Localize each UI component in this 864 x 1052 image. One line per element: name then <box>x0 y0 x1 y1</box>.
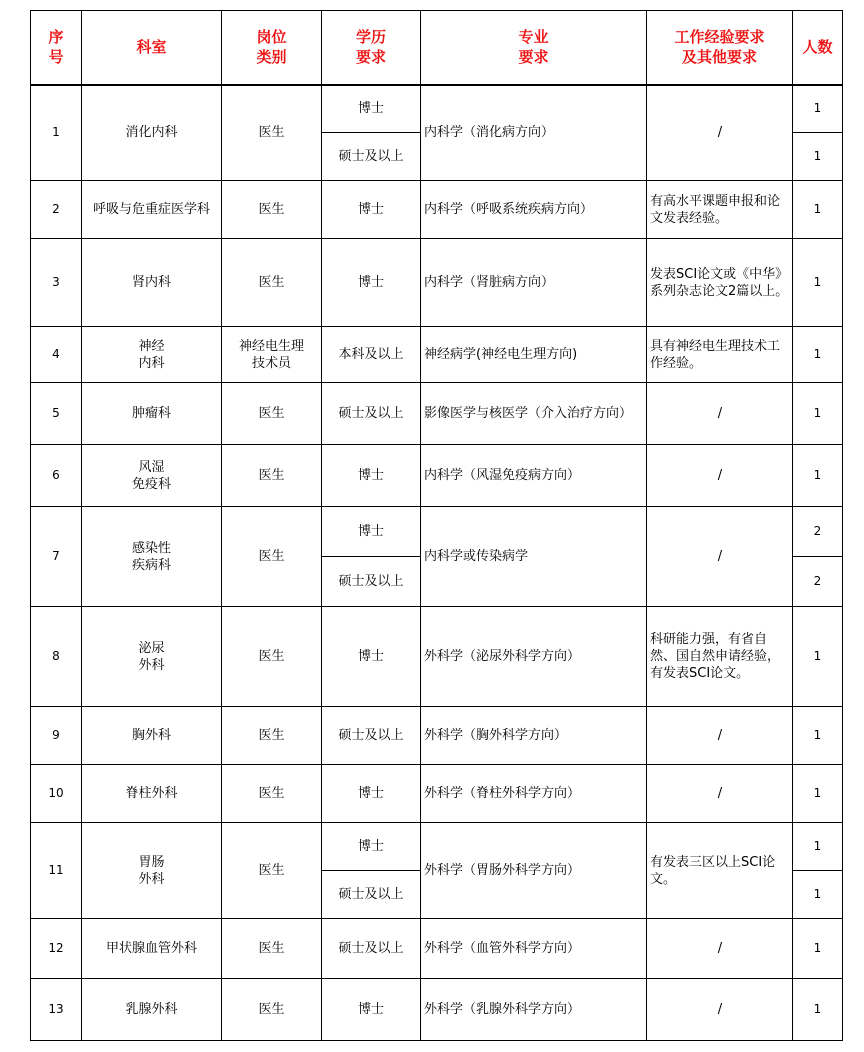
table-row <box>31 383 843 445</box>
cell-major: 内科学（呼吸系统疾病方向） <box>421 181 647 239</box>
cell-major: 外科学（脊柱外科学方向） <box>421 765 647 823</box>
table-row <box>31 445 843 507</box>
cell-exp: / <box>647 979 793 1041</box>
cell-exp: 发表SCI论文或《中华》系列杂志论文2篇以上。 <box>647 239 793 327</box>
cell-type: 医生 <box>222 607 322 707</box>
table-row <box>31 327 843 383</box>
cell-major: 外科学（胃肠外科学方向） <box>421 823 647 919</box>
cell-no: 2 <box>31 181 82 239</box>
cell-no: 5 <box>31 383 82 445</box>
cell-dept: 呼吸与危重症医学科 <box>82 181 222 239</box>
cell-type: 医生 <box>222 181 322 239</box>
cell-no: 12 <box>31 919 82 979</box>
cell-major: 神经病学(神经电生理方向) <box>421 327 647 383</box>
cell-dept: 胃肠 外科 <box>82 823 222 919</box>
cell-exp: / <box>647 383 793 445</box>
table-row <box>31 507 843 557</box>
cell-type: 医生 <box>222 85 322 181</box>
cell-edu: 博士 <box>322 979 421 1041</box>
cell-dept: 肾内科 <box>82 239 222 327</box>
cell-count: 1 <box>793 85 843 133</box>
header-dept: 科室 <box>82 11 222 85</box>
header-no: 序 号 <box>31 11 82 85</box>
cell-count: 1 <box>793 445 843 507</box>
table-row <box>31 181 843 239</box>
cell-dept: 风湿 免疫科 <box>82 445 222 507</box>
cell-dept: 神经 内科 <box>82 327 222 383</box>
cell-count: 1 <box>793 823 843 871</box>
cell-no: 11 <box>31 823 82 919</box>
cell-type: 医生 <box>222 765 322 823</box>
cell-dept: 脊柱外科 <box>82 765 222 823</box>
cell-count: 1 <box>793 871 843 919</box>
cell-dept: 肿瘤科 <box>82 383 222 445</box>
table-row <box>31 85 843 133</box>
cell-edu: 硕士及以上 <box>322 383 421 445</box>
cell-edu: 博士 <box>322 445 421 507</box>
table-row <box>31 979 843 1041</box>
cell-type: 神经电生理 技术员 <box>222 327 322 383</box>
cell-count: 1 <box>793 133 843 181</box>
cell-type: 医生 <box>222 823 322 919</box>
cell-type: 医生 <box>222 445 322 507</box>
cell-exp: 有高水平课题申报和论文发表经验。 <box>647 181 793 239</box>
cell-major: 外科学（乳腺外科学方向） <box>421 979 647 1041</box>
table-row <box>31 823 843 871</box>
cell-exp: / <box>647 445 793 507</box>
cell-count: 1 <box>793 765 843 823</box>
cell-exp: / <box>647 707 793 765</box>
cell-major: 影像医学与核医学（介入治疗方向） <box>421 383 647 445</box>
cell-major: 外科学（泌尿外科学方向） <box>421 607 647 707</box>
header-exp: 工作经验要求 及其他要求 <box>647 11 793 85</box>
header-major: 专业 要求 <box>421 11 647 85</box>
cell-type: 医生 <box>222 707 322 765</box>
cell-no: 8 <box>31 607 82 707</box>
cell-edu: 博士 <box>322 765 421 823</box>
cell-dept: 胸外科 <box>82 707 222 765</box>
cell-edu: 硕士及以上 <box>322 871 421 919</box>
header-count: 人数 <box>793 11 843 85</box>
cell-major: 外科学（胸外科学方向） <box>421 707 647 765</box>
cell-edu: 博士 <box>322 85 421 133</box>
cell-no: 9 <box>31 707 82 765</box>
cell-dept: 泌尿 外科 <box>82 607 222 707</box>
cell-count: 1 <box>793 383 843 445</box>
cell-no: 6 <box>31 445 82 507</box>
cell-no: 1 <box>31 85 82 181</box>
cell-exp: 具有神经电生理技术工作经验。 <box>647 327 793 383</box>
cell-count: 1 <box>793 607 843 707</box>
cell-no: 7 <box>31 507 82 607</box>
recruitment-table <box>30 10 843 1041</box>
cell-count: 1 <box>793 239 843 327</box>
header-edu: 学历 要求 <box>322 11 421 85</box>
cell-no: 13 <box>31 979 82 1041</box>
cell-edu: 博士 <box>322 607 421 707</box>
cell-edu: 硕士及以上 <box>322 919 421 979</box>
cell-type: 医生 <box>222 383 322 445</box>
cell-count: 1 <box>793 979 843 1041</box>
cell-edu: 博士 <box>322 823 421 871</box>
cell-count: 1 <box>793 919 843 979</box>
cell-count: 1 <box>793 181 843 239</box>
cell-major: 内科学（风湿免疫病方向） <box>421 445 647 507</box>
cell-exp: / <box>647 85 793 181</box>
cell-edu: 硕士及以上 <box>322 707 421 765</box>
header-type: 岗位 类别 <box>222 11 322 85</box>
cell-edu: 硕士及以上 <box>322 133 421 181</box>
cell-no: 10 <box>31 765 82 823</box>
table-row <box>31 239 843 327</box>
cell-edu: 硕士及以上 <box>322 557 421 607</box>
cell-dept: 甲状腺血管外科 <box>82 919 222 979</box>
cell-major: 内科学（消化病方向） <box>421 85 647 181</box>
cell-count: 2 <box>793 507 843 557</box>
table-row <box>31 765 843 823</box>
table-row <box>31 919 843 979</box>
cell-no: 4 <box>31 327 82 383</box>
cell-edu: 本科及以上 <box>322 327 421 383</box>
cell-major: 内科学或传染病学 <box>421 507 647 607</box>
cell-major: 外科学（血管外科学方向） <box>421 919 647 979</box>
table-row <box>31 607 843 707</box>
cell-count: 1 <box>793 707 843 765</box>
cell-dept: 乳腺外科 <box>82 979 222 1041</box>
cell-exp: / <box>647 507 793 607</box>
cell-no: 3 <box>31 239 82 327</box>
cell-edu: 博士 <box>322 507 421 557</box>
cell-type: 医生 <box>222 979 322 1041</box>
cell-edu: 博士 <box>322 181 421 239</box>
cell-type: 医生 <box>222 239 322 327</box>
header-row <box>31 11 843 85</box>
cell-edu: 博士 <box>322 239 421 327</box>
cell-type: 医生 <box>222 919 322 979</box>
cell-dept: 感染性 疾病科 <box>82 507 222 607</box>
table-row <box>31 707 843 765</box>
cell-dept: 消化内科 <box>82 85 222 181</box>
cell-count: 1 <box>793 327 843 383</box>
cell-major: 内科学（肾脏病方向） <box>421 239 647 327</box>
cell-type: 医生 <box>222 507 322 607</box>
cell-exp: / <box>647 919 793 979</box>
cell-exp: / <box>647 765 793 823</box>
cell-exp: 有发表三区以上SCI论文。 <box>647 823 793 919</box>
cell-count: 2 <box>793 557 843 607</box>
cell-exp: 科研能力强，有省自然、国自然申请经验，有发表SCI论文。 <box>647 607 793 707</box>
